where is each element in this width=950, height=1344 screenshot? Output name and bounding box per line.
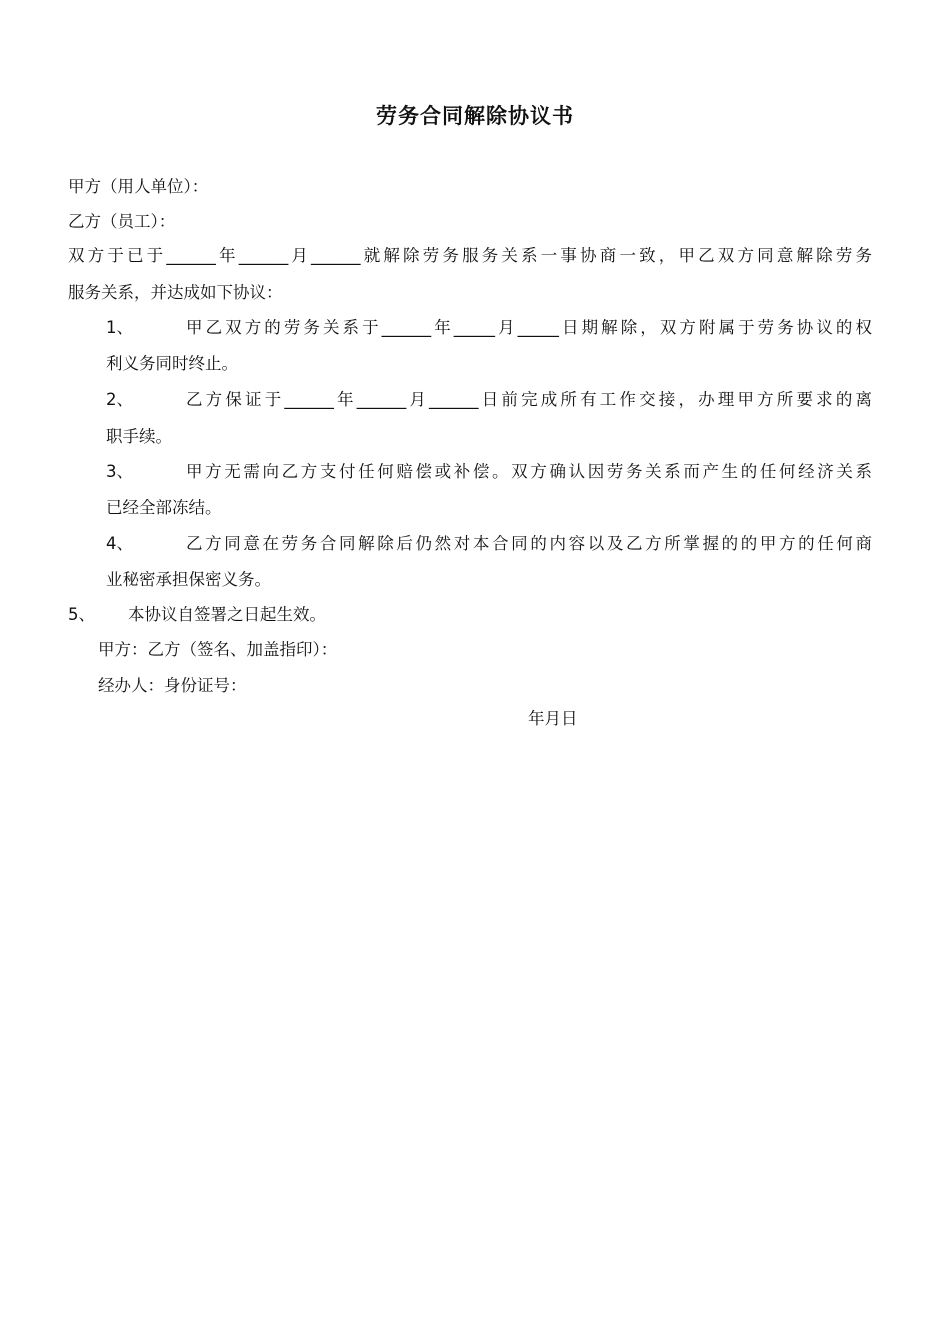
clause-3-number: 3、 — [106, 462, 133, 481]
clause-2-line-1: 乙方保证于______年______月______日前完成所有工作交接，办理甲方所要求的离 — [186, 390, 872, 409]
party-b-label: 乙方（员工）： — [68, 212, 176, 231]
clause-2-line-2: 职手续。 — [106, 427, 172, 446]
clause-1-line-2: 利义务同时终止。 — [106, 354, 238, 373]
signature-agent-id: 经办人：身份证号： — [98, 676, 247, 695]
clause-4-number: 4、 — [106, 534, 133, 553]
clause-4-line-1: 乙方同意在劳务合同解除后仍然对本合同的内容以及乙方所掌握的的甲方的任何商 — [186, 534, 872, 553]
clause-2-number: 2、 — [106, 390, 133, 409]
intro-line-2: 服务关系，并达成如下协议： — [68, 283, 283, 302]
clause-4-line-2: 业秘密承担保密义务。 — [106, 570, 271, 589]
clause-3-line-2: 已经全部冻结。 — [106, 498, 222, 517]
intro-line-1: 双方于已于______年______月______就解除劳务服务关系一事协商一致，甲乙双方同意解除劳务 — [68, 246, 872, 265]
signature-parties: 甲方：乙方（签名、加盖指印）： — [98, 640, 338, 659]
document-title: 劳务合同解除协议书 — [376, 104, 574, 128]
clause-5-text: 本协议自签署之日起生效。 — [128, 605, 326, 624]
party-a-label: 甲方（用人单位）： — [68, 177, 209, 196]
clause-1-number: 1、 — [106, 318, 133, 337]
clause-5-number: 5、 — [68, 605, 95, 624]
clause-3-line-1: 甲方无需向乙方支付任何赔偿或补偿。双方确认因劳务关系而产生的任何经济关系 — [186, 462, 872, 481]
clause-1-line-1: 甲乙双方的劳务关系于______年_____月_____日期解除，双方附属于劳务协议的权 — [186, 318, 872, 337]
signing-date: 年月日 — [528, 709, 578, 728]
